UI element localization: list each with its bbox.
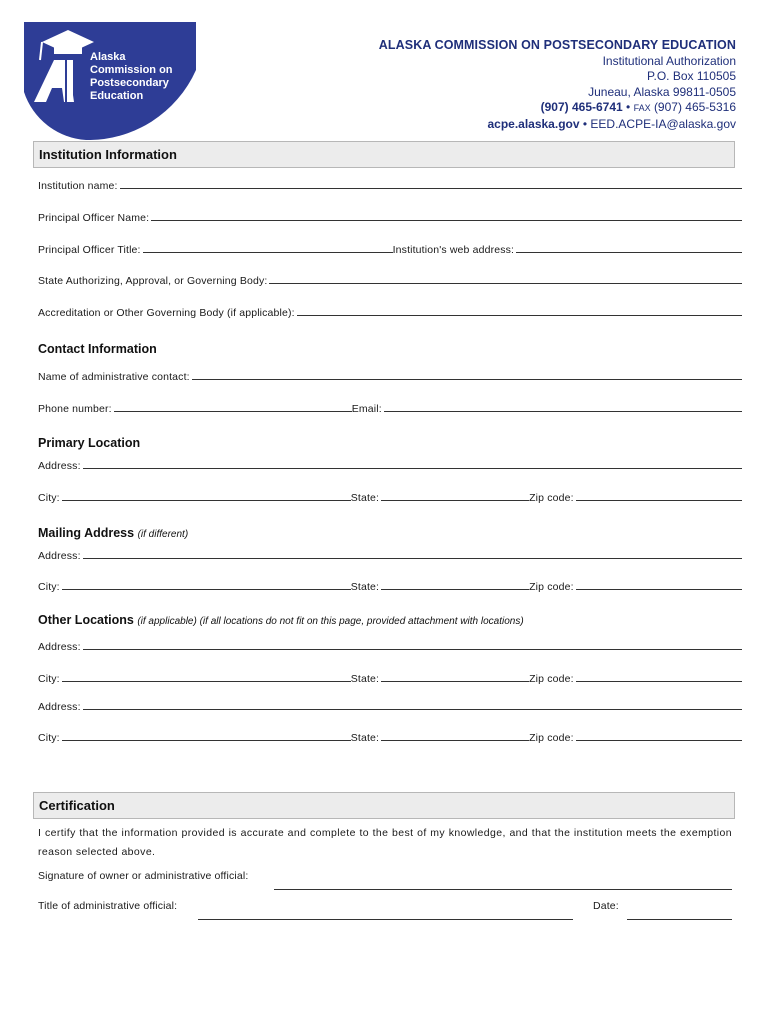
date-field[interactable]	[627, 919, 732, 920]
other-city-field-2[interactable]	[62, 740, 351, 741]
website-link[interactable]: acpe.alaska.gov	[487, 116, 580, 131]
other-address-label-1: Address:	[38, 641, 81, 653]
institution-name-row	[38, 176, 742, 192]
other-address-field-1[interactable]	[83, 649, 742, 650]
logo-text-2: Commission on	[90, 64, 173, 76]
mailing-city-field[interactable]	[62, 589, 351, 590]
other-state-label-1: State:	[350, 673, 380, 685]
primary-state-label: State:	[350, 492, 380, 504]
primary-zip-field[interactable]	[576, 500, 742, 501]
official-title-field[interactable]	[198, 919, 573, 920]
other-state-field-1[interactable]	[381, 681, 529, 682]
accreditation-label: Accreditation or Other Governing Body (if applicable):	[38, 307, 295, 319]
org-name: ALASKA COMMISSION ON POSTSECONDARY EDUCATION	[378, 38, 736, 52]
other-state-label-2: State:	[350, 732, 380, 744]
mailing-address-row	[38, 546, 742, 562]
state-body-label: State Authorizing, Approval, or Governing Body:	[38, 275, 268, 287]
primary-address-row	[38, 456, 742, 472]
phone-label: Phone number:	[38, 403, 112, 415]
mailing-note: (if different)	[137, 529, 189, 540]
mailing-state-field[interactable]	[381, 589, 529, 590]
certification-statement: I certify that the information provided is accurate and complete to the best of my knowledge, and that the institution meets the exemption reason selected above.	[38, 827, 732, 858]
logo-text-1: Alaska	[90, 51, 126, 63]
primary-address-field[interactable]	[83, 468, 742, 469]
logo-text-4: Education	[90, 90, 144, 102]
admin-contact-field[interactable]	[192, 379, 742, 380]
bullet: •	[582, 116, 588, 131]
primary-zip-label: Zip code:	[529, 492, 574, 504]
other-address-field-2[interactable]	[83, 709, 742, 710]
officer-name-field[interactable]	[151, 220, 742, 221]
other-state-field-2[interactable]	[381, 740, 529, 741]
officer-title-label: Principal Officer Title:	[38, 244, 141, 256]
state-body-row	[38, 271, 742, 287]
contact-heading: Contact Information	[38, 342, 157, 356]
other-locations-heading	[38, 613, 524, 627]
other-zip-field-2[interactable]	[576, 740, 742, 741]
date-label: Date:	[593, 900, 619, 912]
phone-line	[379, 100, 736, 117]
web-address-field[interactable]	[516, 252, 742, 253]
mailing-heading-text: Mailing Address	[38, 526, 135, 540]
acpe-logo	[24, 22, 196, 140]
mailing-zip-field[interactable]	[576, 589, 742, 590]
phone-field[interactable]	[114, 411, 352, 412]
primary-city-field[interactable]	[62, 500, 351, 501]
officer-name-row	[38, 208, 742, 224]
other-city-field-1[interactable]	[62, 681, 351, 682]
other-city-row-1	[38, 669, 742, 685]
other-address-row-2	[38, 697, 742, 713]
other-address-label-2: Address:	[38, 701, 81, 713]
primary-location-heading: Primary Location	[38, 436, 141, 450]
other-city-row-2	[38, 728, 742, 744]
bullet: •	[626, 100, 631, 114]
mailing-city-row	[38, 577, 742, 593]
other-city-label-2: City:	[38, 732, 60, 744]
certification-section-heading: Certification	[33, 792, 735, 819]
other-city-label-1: City:	[38, 673, 60, 685]
city-line: Juneau, Alaska 99811-0505	[588, 84, 736, 99]
mailing-state-label: State:	[350, 581, 380, 593]
mailing-address-field[interactable]	[83, 558, 742, 559]
institution-name-label: Institution name:	[38, 180, 118, 192]
other-zip-label-2: Zip code:	[529, 732, 574, 744]
primary-state-field[interactable]	[381, 500, 529, 501]
other-locations-heading-text: Other Locations	[38, 613, 134, 627]
web-address-label: Institution's web address:	[392, 244, 515, 256]
other-locations-note: (if applicable) (if all locations do not fit on this page, provided attachment with locations)	[137, 616, 524, 627]
other-zip-label-1: Zip code:	[529, 673, 574, 685]
mailing-city-label: City:	[38, 581, 60, 593]
state-body-field[interactable]	[269, 283, 742, 284]
email-link[interactable]: EED.ACPE-IA@alaska.gov	[590, 116, 736, 131]
email-label: Email:	[351, 403, 382, 415]
officer-title-field[interactable]	[143, 252, 393, 253]
officer-name-label: Principal Officer Name:	[38, 212, 150, 224]
other-zip-field-1[interactable]	[576, 681, 742, 682]
signature-field[interactable]	[274, 889, 732, 890]
accreditation-field[interactable]	[297, 315, 742, 316]
fax-label: FAX	[633, 103, 651, 113]
accreditation-row	[38, 303, 742, 319]
agency-header	[379, 38, 736, 132]
phone-email-row	[38, 399, 742, 415]
mailing-zip-label: Zip code:	[529, 581, 574, 593]
admin-contact-row	[38, 367, 742, 383]
po-box: P.O. Box 110505	[647, 69, 736, 83]
institution-section-heading: Institution Information	[33, 141, 735, 168]
web-line	[379, 117, 736, 133]
logo-text-3: Postsecondary	[90, 77, 169, 89]
officer-title-row	[38, 240, 742, 256]
official-title-label: Title of administrative official:	[38, 900, 178, 912]
email-field[interactable]	[384, 411, 742, 412]
institution-name-field[interactable]	[120, 188, 742, 189]
signature-label: Signature of owner or administrative official:	[38, 870, 249, 882]
form-title: Institutional Authorization	[602, 53, 736, 68]
primary-city-row	[38, 488, 742, 504]
primary-city-label: City:	[38, 492, 60, 504]
fax-number: (907) 465-5316	[653, 100, 736, 114]
mailing-address-label: Address:	[38, 550, 81, 562]
primary-address-label: Address:	[38, 460, 81, 472]
admin-contact-label: Name of administrative contact:	[38, 371, 190, 383]
phone-number: (907) 465-6741	[540, 100, 623, 114]
mailing-heading	[38, 526, 188, 540]
other-address-row-1	[38, 637, 742, 653]
